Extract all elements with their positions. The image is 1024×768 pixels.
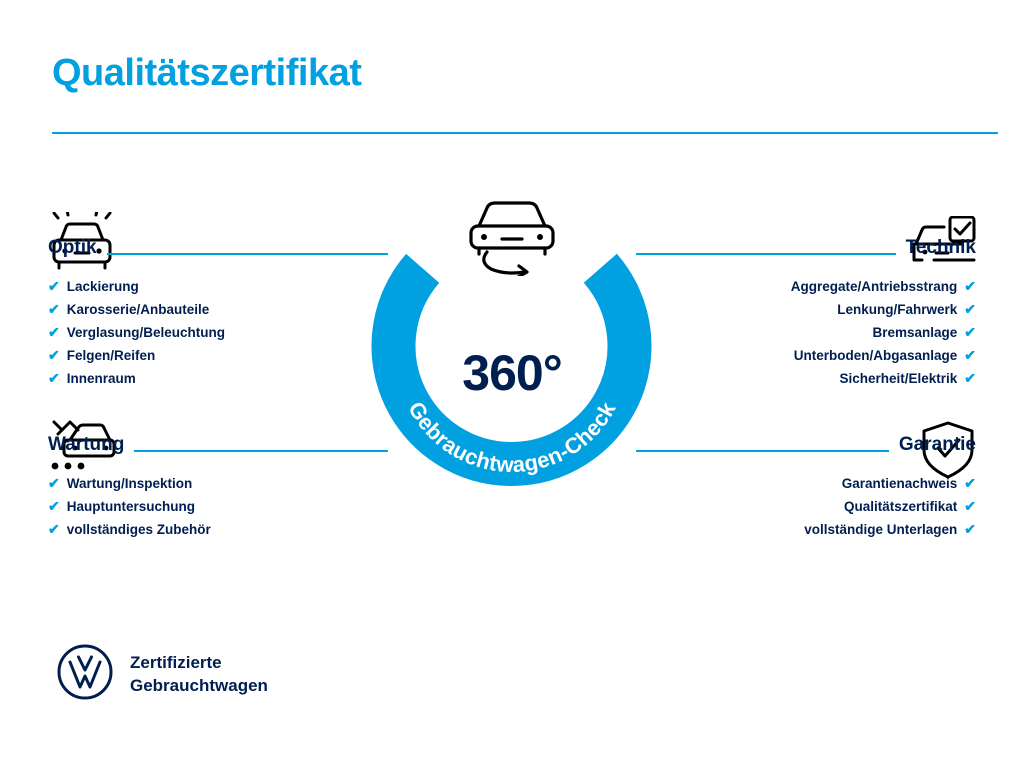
- section-title: Optik: [48, 237, 97, 258]
- title-divider: [52, 132, 998, 134]
- page-title: Qualitätszertifikat: [52, 52, 362, 94]
- section-divider: [134, 450, 388, 452]
- check-icon: ✔: [48, 498, 60, 514]
- check-icon: ✔: [964, 475, 976, 491]
- list-item-label: Wartung/Inspektion: [66, 476, 193, 491]
- list-item-label: Bremsanlage: [872, 325, 958, 340]
- footer-brand: [56, 643, 268, 706]
- list-item: [636, 321, 976, 344]
- list-item: [48, 367, 388, 390]
- section-garantie-header: [636, 435, 976, 458]
- section-technik-items: [636, 275, 976, 390]
- list-item: [48, 275, 388, 298]
- list-item-label: Qualitätszertifikat: [843, 499, 958, 514]
- check-icon: ✔: [48, 347, 60, 363]
- footer-line-2: Gebrauchtwagen: [130, 675, 268, 695]
- footer-line-1: Zertifizierte: [130, 652, 222, 672]
- check-icon: ✔: [964, 370, 976, 386]
- check-icon: ✔: [964, 301, 976, 317]
- car-rotate-icon: [457, 190, 567, 281]
- section-title: Garantie: [898, 434, 976, 455]
- section-technik: [636, 238, 976, 390]
- list-item-label: vollständige Unterlagen: [804, 522, 958, 537]
- section-wartung-items: [48, 472, 388, 541]
- check-icon: ✔: [48, 475, 60, 491]
- section-title: Technik: [905, 237, 976, 258]
- section-title: Wartung: [48, 434, 125, 455]
- section-divider: [636, 450, 889, 452]
- footer-text: [130, 652, 268, 698]
- list-item-label: Garantienachweis: [841, 476, 958, 491]
- section-optik-header: [48, 238, 388, 261]
- list-item: [636, 472, 976, 495]
- list-item: [48, 495, 388, 518]
- check-badge: [362, 196, 662, 496]
- list-item: [636, 344, 976, 367]
- section-divider: [107, 253, 388, 255]
- check-icon: ✔: [964, 278, 976, 294]
- list-item: [48, 298, 388, 321]
- list-item-label: Verglasung/Beleuchtung: [66, 325, 226, 340]
- list-item: [48, 321, 388, 344]
- list-item: [48, 344, 388, 367]
- section-garantie: [636, 435, 976, 541]
- check-icon: ✔: [964, 521, 976, 537]
- list-item-label: Karosserie/Anbauteile: [66, 302, 210, 317]
- list-item: [636, 367, 976, 390]
- list-item-label: Sicherheit/Elektrik: [839, 371, 958, 386]
- list-item-label: Lackierung: [66, 279, 139, 294]
- list-item: [636, 298, 976, 321]
- list-item: [636, 518, 976, 541]
- section-optik: [48, 238, 388, 390]
- section-optik-items: [48, 275, 388, 390]
- list-item: [636, 275, 976, 298]
- check-icon: ✔: [48, 521, 60, 537]
- check-icon: ✔: [48, 278, 60, 294]
- section-wartung: [48, 435, 388, 541]
- list-item: [48, 518, 388, 541]
- list-item: [48, 472, 388, 495]
- check-icon: ✔: [48, 301, 60, 317]
- list-item-label: Innenraum: [66, 371, 136, 386]
- check-icon: ✔: [964, 324, 976, 340]
- check-icon: ✔: [48, 324, 60, 340]
- section-divider: [636, 253, 896, 255]
- list-item-label: Hauptuntersuchung: [66, 499, 195, 514]
- vw-logo-icon: [56, 643, 114, 706]
- list-item-label: Unterboden/Abgasanlage: [793, 348, 958, 363]
- list-item: [636, 495, 976, 518]
- list-item-label: Aggregate/Antriebsstrang: [790, 279, 958, 294]
- list-item-label: Lenkung/Fahrwerk: [837, 302, 958, 317]
- check-icon: ✔: [48, 370, 60, 386]
- list-item-label: Felgen/Reifen: [66, 348, 156, 363]
- check-icon: ✔: [964, 498, 976, 514]
- section-technik-header: [636, 238, 976, 261]
- list-item-label: vollständiges Zubehör: [66, 522, 211, 537]
- badge-curved-label: Gebrauchtwagen-Check: [403, 397, 621, 478]
- badge-degrees: 360°: [462, 345, 562, 401]
- section-wartung-header: [48, 435, 388, 458]
- section-garantie-items: [636, 472, 976, 541]
- check-icon: ✔: [964, 347, 976, 363]
